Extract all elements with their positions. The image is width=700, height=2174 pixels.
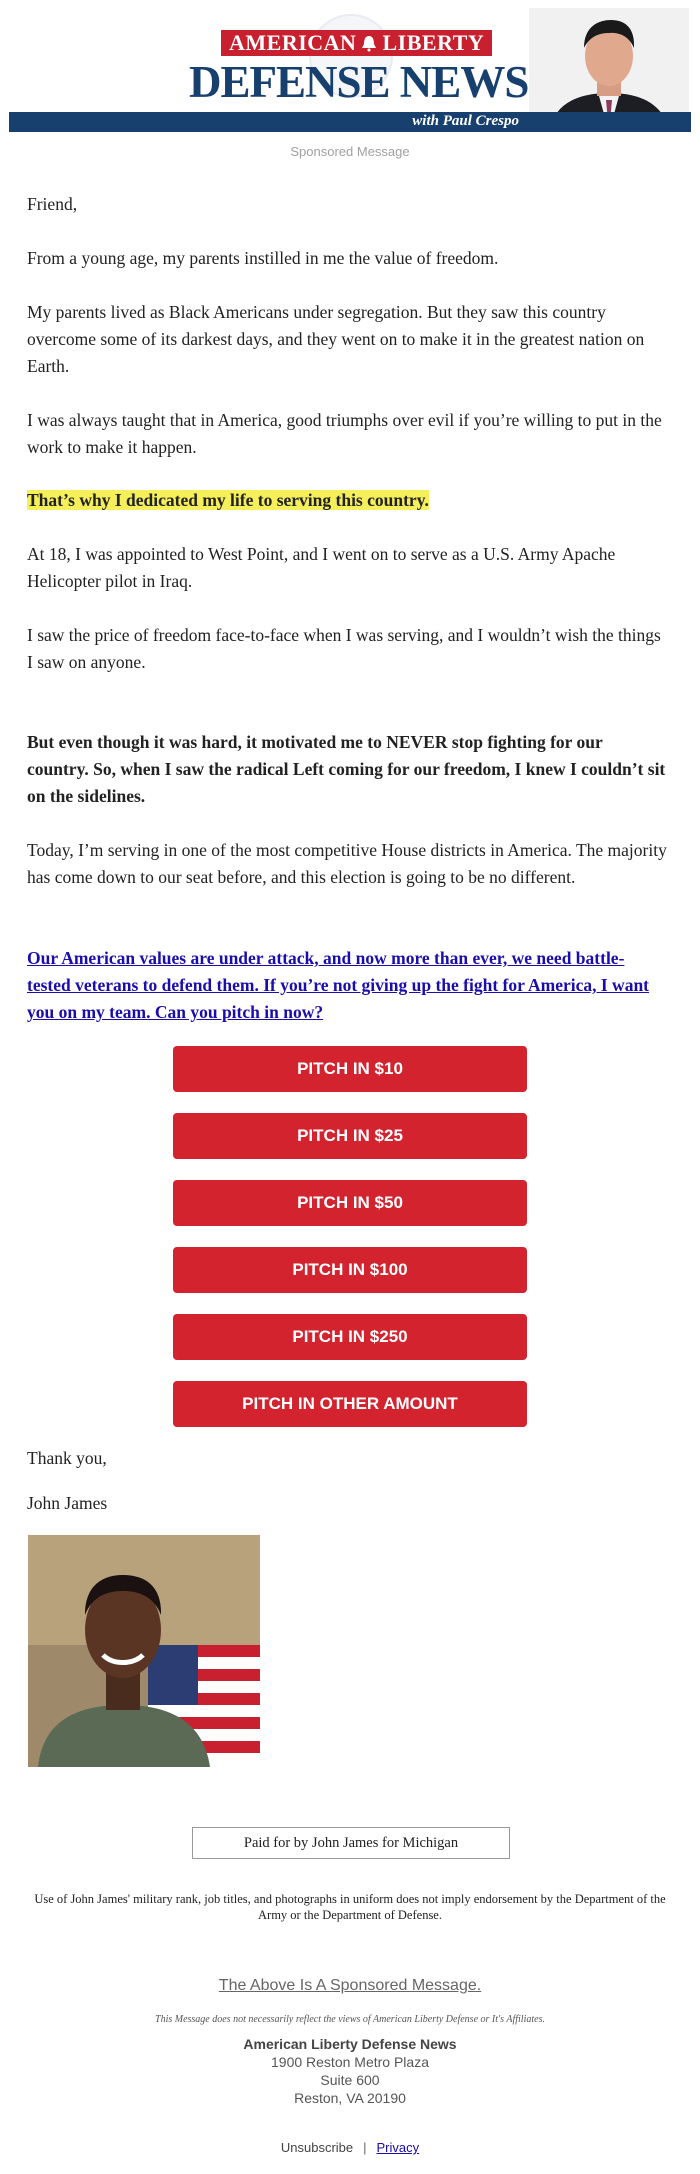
paragraph-2 [27,299,667,380]
greeting [27,191,667,218]
closing [27,1445,667,1472]
paragraph-1-text: From a young age, my parents instilled in me the value of freedom. [27,248,499,268]
paragraph-3 [27,407,667,461]
paragraph-1 [27,245,667,272]
closing-text: Thank you, [27,1448,107,1468]
sponsored-message-label: Sponsored Message [290,144,410,159]
header-bar [9,112,691,132]
paragraph-7 [27,729,667,810]
privacy-link[interactable]: Privacy [376,2140,420,2155]
greeting-text: Friend, [27,194,78,214]
military-disclaimer: Use of John James' military rank, job titles, and photographs in uniform does not imply endorsement by the Department of the Army or the Department of Defense. [34,1892,666,1922]
pitch-in-10-button[interactable]: PITCH IN $10 [173,1046,527,1092]
address-line-2: Suite 600 [320,2072,380,2088]
highlighted-statement: That’s why I dedicated my life to serving this country. [27,490,429,510]
footer-links [0,2140,700,2155]
candidate-photo [28,1535,260,1767]
paragraph-9 [27,945,667,1026]
address-line-1: 1900 Reston Metro Plaza [271,2054,429,2070]
paragraph-4 [27,487,667,514]
paragraph-6 [27,622,667,676]
signature [27,1490,667,1517]
paragraph-7-text: But even though it was hard, it motivated me to NEVER stop fighting for our country. So, when I saw the radical Left coming for our freedom, I knew I couldn’t sit on the sidelines. [27,732,666,806]
pitch-in-25-button[interactable]: PITCH IN $25 [173,1113,527,1159]
logo-top-banner [221,30,492,56]
paragraph-3-text: I was always taught that in America, good triumphs over evil if you’re willing to put in the work to make it happen. [27,410,662,457]
liberty-bell-icon [360,32,378,50]
unsubscribe-link[interactable]: Unsubscribe [280,2140,354,2155]
logo-top-left-text: AMERICAN [229,30,357,55]
address-line-3: Reston, VA 20190 [294,2090,406,2106]
signature-text: John James [27,1493,108,1513]
organization-name: American Liberty Defense News [243,2036,457,2052]
pitch-in-250-button[interactable]: PITCH IN $250 [173,1314,527,1360]
footer-separator: | [363,2140,367,2155]
paid-for-box: Paid for by John James for Michigan [192,1827,510,1859]
views-disclaimer: This Message does not necessarily reflect the views of American Liberty Defense or It's Affiliates. [155,2014,545,2025]
logo-main-text: DEFENSE NEWS [189,57,529,107]
paragraph-6-text: I saw the price of freedom face-to-face when I was serving, and I wouldn’t wish the things I saw on anyone. [27,625,661,672]
newsletter-header [9,8,691,132]
pitch-in-link[interactable]: Our American values are under attack, and now more than ever, we need battle-tested veterans to defend them. If you’re not giving up the fight for America, I want you on my team. Can you pitch in now? [27,948,650,1022]
logo-top-right-text: LIBERTY [382,30,485,55]
paragraph-5 [27,541,667,595]
paragraph-2-text: My parents lived as Black Americans under segregation. But they saw this country overcome some of its darkest days, and they went on to make it in the greatest nation on Earth. [27,302,645,376]
pitch-in-50-button[interactable]: PITCH IN $50 [173,1180,527,1226]
sponsored-message-link[interactable]: The Above Is A Sponsored Message. [218,1977,482,1994]
paragraph-5-text: At 18, I was appointed to West Point, and I went on to serve as a U.S. Army Apache Helicopter pilot in Iraq. [27,544,616,591]
pitch-in-other-amount-button[interactable]: PITCH IN OTHER AMOUNT [173,1381,527,1427]
host-byline: with Paul Crespo [412,113,519,129]
paragraph-8 [27,837,667,891]
pitch-in-100-button[interactable]: PITCH IN $100 [173,1247,527,1293]
paragraph-8-text: Today, I’m serving in one of the most competitive House districts in America. The majority has come down to our seat before, and this election is going to be no different. [27,840,667,887]
